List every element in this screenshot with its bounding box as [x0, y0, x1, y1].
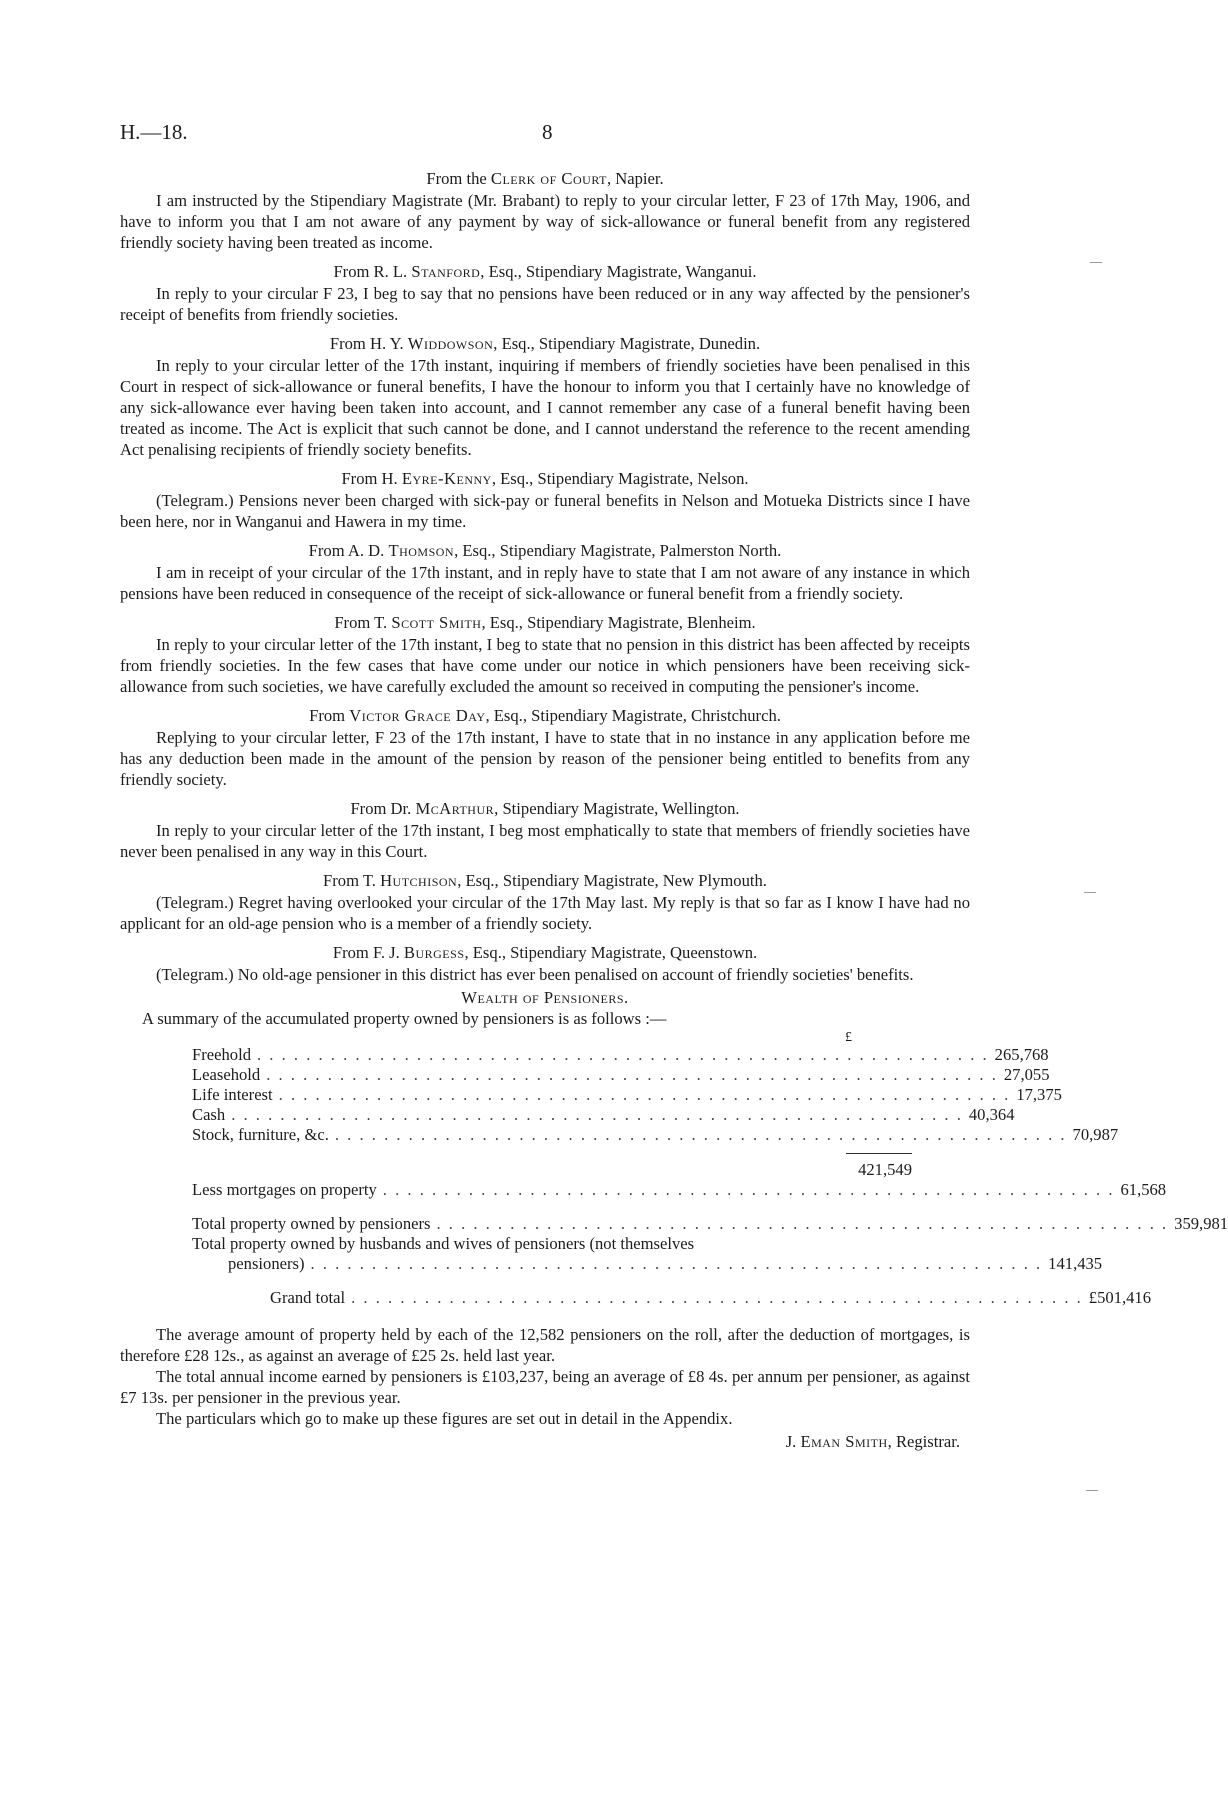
sum-rule [846, 1153, 912, 1154]
from-prefix: From F. J. [332, 943, 404, 962]
letter-palmerston-north [120, 540, 970, 604]
row-label: Stock, furniture, &c. [192, 1125, 329, 1144]
margin-tick-mark: — [1086, 1482, 1098, 1496]
signature-suffix: , Registrar. [887, 1432, 960, 1451]
row-label: Cash [192, 1105, 226, 1124]
property-summary-table [192, 1030, 1228, 1308]
table-row [192, 1065, 1050, 1085]
row-label: Total property owned by husbands and wives of pensioners (not themselves [192, 1234, 695, 1253]
letter-body: Replying to your circular letter, F 23 of the 17th instant, I have to state that in no instance in any application before me has any deduction been made in the amount of the pension by reason of the pensioner being entitled to benefits from any friendly society. [120, 728, 970, 789]
from-suffix: , Esq., Stipendiary Magistrate, Dunedin. [493, 334, 761, 353]
dot-leader: . . . . . . . . . . . . . . . . . . . . . . . . . . . . . . . . . . . . . . . . . . . . . . . . . . . . . . . . . . . . [382, 1180, 1115, 1199]
from-name: Thomson [388, 541, 455, 560]
summary-intro: A summary of the accumulated property owned by pensioners is as follows :— [142, 1009, 667, 1028]
letter-queenstown [120, 942, 970, 985]
page-header [120, 120, 970, 150]
section-heading: Wealth of Pensioners. [461, 988, 629, 1007]
row-label: Leasehold [192, 1065, 261, 1084]
letter-from [120, 612, 970, 633]
row-label: Freehold [192, 1045, 251, 1064]
table-row [192, 1045, 1049, 1065]
letter-wellington [120, 798, 970, 862]
letter-new-plymouth [120, 870, 970, 934]
row-value: 27,055 [1003, 1065, 1050, 1084]
from-suffix: , Esq., Stipendiary Magistrate, Nelson. [491, 469, 749, 488]
letter-christchurch [120, 705, 970, 790]
grand-total-value: £501,416 [1088, 1288, 1152, 1307]
letter-from [120, 540, 970, 561]
letter-wanganui [120, 261, 970, 325]
report-reference: H.—18. [120, 120, 188, 144]
from-suffix: , Esq., Stipendiary Magistrate, Palmerston North. [454, 541, 782, 560]
margin-tick-mark: — [1084, 884, 1096, 898]
letter-body: (Telegram.) No old-age pensioner in this district has ever been penalised on account of friendly societies' benefits. [156, 965, 914, 984]
from-suffix: , Stipendiary Magistrate, Wellington. [494, 799, 740, 818]
row-value: 40,364 [968, 1105, 1015, 1124]
letter-body: In reply to your circular letter of the 17th instant, I beg most emphatically to state that members of friendly societies have never been penalised in any way in this Court. [120, 821, 970, 861]
letter-body: I am in receipt of your circular of the 17th instant, and in reply have to state that I am not aware of any instance in which pensions have been reduced in consequence of the receipt of sick-allowance or funeral benefit from a friendly society. [120, 563, 970, 603]
row-label: Total property owned by pensioners [192, 1214, 431, 1233]
dot-leader: . . . . . . . . . . . . . . . . . . . . . . . . . . . . . . . . . . . . . . . . . . . . . . . . . . . . . . . . . . . . [278, 1085, 1011, 1104]
total-pensioners-row [192, 1214, 1228, 1234]
subtotal-row [192, 1160, 912, 1180]
letter-body: In reply to your circular F 23, I beg to say that no pensions have been reduced or in any way affected by the pensioner's receipt of benefits from friendly societies. [120, 284, 970, 324]
from-name: Scott Smith [391, 613, 482, 632]
spouses-row-line2 [192, 1254, 1103, 1274]
letter-body: In reply to your circular letter of the 17th instant, inquiring if members of friendly societies have been penalised in this Court in respect of sick-allowance or funeral benefits, I have the honour to inform you that I certainly have no knowledge of any sick-allowance ever having been taken into account, and I cannot remember any case of a funeral benefit having been treated as income. The Act is explicit that such cannot be done, and I cannot understand the reference to the recent amending Act penalising recipients of friendly society benefits. [120, 356, 970, 459]
row-label: pensioners) [228, 1254, 305, 1273]
from-name: Stanford [411, 262, 481, 281]
from-name: Clerk of Court [490, 169, 607, 188]
dot-leader: . . . . . . . . . . . . . . . . . . . . . . . . . . . . . . . . . . . . . . . . . . . . . . . . . . . . . . . . . . . . [310, 1254, 1043, 1273]
from-prefix: From T. [334, 613, 392, 632]
letter-from [120, 798, 970, 819]
table-row [192, 1125, 1119, 1145]
signature-name: Eman Smith [800, 1432, 888, 1451]
dot-leader: . . . . . . . . . . . . . . . . . . . . . . . . . . . . . . . . . . . . . . . . . . . . . . . . . . . . . . . . . . . . [231, 1105, 963, 1124]
dot-leader: . . . . . . . . . . . . . . . . . . . . . . . . . . . . . . . . . . . . . . . . . . . . . . . . . . . . . . . . . . . . [266, 1065, 998, 1084]
from-prefix: From T. [323, 871, 381, 890]
row-value: 61,568 [1120, 1180, 1167, 1199]
from-name: Burgess [403, 943, 465, 962]
dot-leader: . . . . . . . . . . . . . . . . . . . . . . . . . . . . . . . . . . . . . . . . . . . . . . . . . . . . . . . . . . . . [436, 1214, 1169, 1233]
row-label: Grand total [270, 1288, 346, 1307]
spacer [192, 1200, 912, 1214]
from-prefix: From H. Y. [329, 334, 408, 353]
from-suffix: , Napier. [606, 169, 664, 188]
subtotal-value: 421,549 [858, 1160, 912, 1179]
letter-blenheim [120, 612, 970, 697]
dot-leader: . . . . . . . . . . . . . . . . . . . . . . . . . . . . . . . . . . . . . . . . . . . . . . . . . . . . . . . . . . . . [257, 1045, 989, 1064]
letter-nelson [120, 468, 970, 532]
grand-total-row [192, 1288, 1152, 1308]
document-body [120, 168, 1228, 1452]
letter-from [120, 168, 970, 189]
from-suffix: , Esq., Stipendiary Magistrate, Christchurch. [485, 706, 781, 725]
from-prefix: From Dr. [350, 799, 416, 818]
row-value: 265,768 [994, 1045, 1049, 1064]
letter-from [120, 870, 970, 891]
from-name: Victor Grace Day [349, 706, 486, 725]
row-value: 359,981 [1174, 1214, 1228, 1233]
letter-napier [120, 168, 970, 253]
row-value: 17,375 [1016, 1085, 1062, 1104]
from-suffix: , Esq., Stipendiary Magistrate, Wanganui. [480, 262, 757, 281]
letter-from [120, 942, 970, 963]
currency-header: £ [845, 1030, 852, 1045]
from-name: Hutchison [380, 871, 458, 890]
paragraph-average-property: The average amount of property held by each of the 12,582 pensioners on the roll, after the deduction of mortgages, is therefore £28 12s., as against an average of £25 2s. held last year. [120, 1325, 970, 1365]
from-prefix: From R. L. [333, 262, 412, 281]
letter-from [120, 261, 970, 282]
paragraph-appendix: The particulars which go to make up these figures are set out in detail in the Appendix. [156, 1409, 733, 1428]
spouses-row-line1 [192, 1234, 912, 1254]
dot-leader: . . . . . . . . . . . . . . . . . . . . . . . . . . . . . . . . . . . . . . . . . . . . . . . . . . . . . . . . . . . . [351, 1288, 1083, 1307]
dot-leader: . . . . . . . . . . . . . . . . . . . . . . . . . . . . . . . . . . . . . . . . . . . . . . . . . . . . . . . . . . . . [334, 1125, 1067, 1144]
letter-body: I am instructed by the Stipendiary Magistrate (Mr. Brabant) to reply to your circular letter, F 23 of 17th May, 1906, and have to inform you that I am not aware of any payment by way of sick-allowance or funeral benefit from any registered friendly society having been treated as income. [120, 191, 970, 252]
paragraph-annual-income: The total annual income earned by pensioners is £103,237, being an average of £8 4s. per annum per pensioner, as against £7 13s. per pensioner in the previous year. [120, 1367, 970, 1407]
row-value: 141,435 [1048, 1254, 1103, 1273]
from-name: Widdowson [407, 334, 494, 353]
row-label: Less mortgages on property [192, 1180, 377, 1199]
from-suffix: , Esq., Stipendiary Magistrate, Queenstown. [464, 943, 758, 962]
closing-paragraphs [120, 1324, 970, 1429]
letter-from [120, 705, 970, 726]
row-label: Life interest [192, 1085, 273, 1104]
letter-from [120, 468, 970, 489]
row-value: 70,987 [1072, 1125, 1119, 1144]
from-prefix: From A. D. [308, 541, 389, 560]
signature-prefix: J. [785, 1432, 801, 1451]
page-number: 8 [542, 120, 553, 144]
letter-body: (Telegram.) Regret having overlooked your circular of the 17th May last. My reply is that so far as I know I have had no applicant for an old-age pension who is a member of a friendly society. [120, 893, 970, 933]
spacer [192, 1274, 912, 1288]
from-name: McArthur [415, 799, 495, 818]
letter-body: In reply to your circular letter of the 17th instant, I beg to state that no pension in this district has been affected by receipts from friendly societies. In the few cases that have come under our notice in which pensioners have been receiving sick-allowance from such societies, we have carefully excluded the amount so received in computing the pensioner's income. [120, 635, 970, 696]
letter-body: (Telegram.) Pensions never been charged with sick-pay or funeral benefits in Nelson and Motueka Districts since I have been here, nor in Wanganui and Hawera in my time. [120, 491, 970, 531]
table-row [192, 1085, 1062, 1105]
letter-from [120, 333, 970, 354]
from-suffix: , Esq., Stipendiary Magistrate, Blenheim. [481, 613, 756, 632]
from-prefix: From the [426, 169, 491, 188]
from-suffix: , Esq., Stipendiary Magistrate, New Plymouth. [457, 871, 767, 890]
letter-dunedin [120, 333, 970, 460]
less-mortgages-row [192, 1180, 1167, 1200]
from-prefix: From H. [341, 469, 402, 488]
margin-tick-mark: — [1090, 254, 1102, 268]
table-row [192, 1105, 1015, 1125]
from-prefix: From [309, 706, 350, 725]
from-name: Eyre-Kenny [401, 469, 492, 488]
signature [120, 1431, 970, 1452]
